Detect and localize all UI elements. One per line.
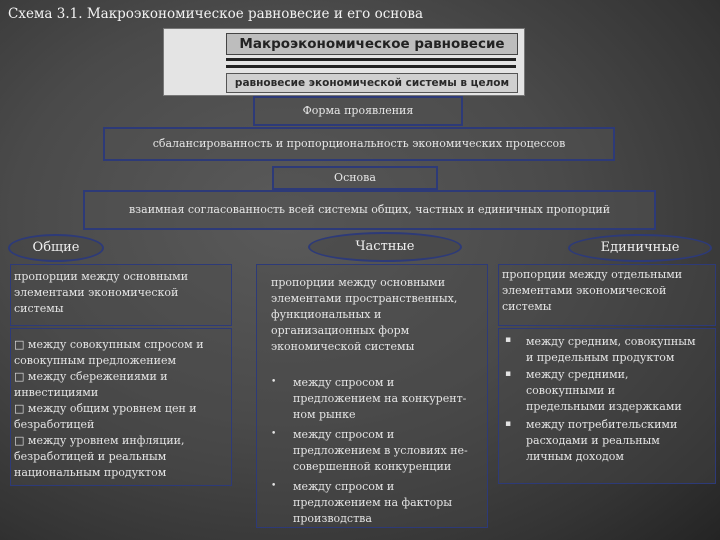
form-label-box: Форма проявления — [253, 96, 463, 126]
bullet-icon: • — [271, 481, 277, 491]
general-item-line: □ между совокупным спросом и — [14, 338, 204, 351]
partial-item-line: между спросом и — [293, 428, 395, 441]
bullet-icon: ▪ — [505, 335, 512, 345]
general-item-line: национальным продуктом — [14, 466, 167, 479]
partial-item-line: между спросом и — [293, 376, 395, 389]
bullet-icon: ▪ — [505, 419, 512, 429]
single-item-line: личным доходом — [526, 450, 624, 463]
basis-label-box: Основа — [272, 166, 438, 190]
title-banner — [163, 28, 525, 96]
general-item-line: □ между сбережениями и — [14, 370, 168, 383]
single-header: Единичные — [568, 234, 712, 262]
partial-item-line: предложением на факторы — [293, 496, 453, 509]
general-desc-line: элементами экономической — [14, 286, 179, 299]
partial-header: Частные — [308, 232, 462, 262]
slide-title: Схема 3.1. Макроэкономическое равновесие и его основа — [8, 6, 424, 22]
partial-desc-line: организационных форм — [271, 324, 410, 337]
general-item-line: безработицей и реальным — [14, 450, 167, 463]
single-item-line: расходами и реальным — [526, 434, 660, 447]
single-item-line: и предельным продуктом — [526, 351, 675, 364]
single-item-line: предельными издержками — [526, 400, 682, 413]
single-item-line: между потребительскими — [526, 418, 678, 431]
general-items-box — [10, 328, 232, 486]
banner-main-label: Макроэкономическое равновесие — [226, 33, 518, 55]
single-desc-line: элементами экономической — [502, 284, 667, 297]
basis-value-box: взаимная согласованность всей системы общих, частных и единичных пропорций — [83, 190, 656, 230]
bullet-icon: • — [271, 377, 277, 387]
general-desc-line: системы — [14, 302, 64, 315]
general-desc-box — [10, 264, 232, 326]
bullet-icon: ▪ — [505, 369, 512, 379]
partial-desc-line: пропорции между основными — [271, 276, 446, 289]
partial-desc-line: функциональных и — [271, 308, 382, 321]
general-item-line: □ между общим уровнем цен и — [14, 402, 197, 415]
single-items-box — [498, 328, 716, 484]
single-desc-box — [498, 264, 716, 326]
single-item-line: между средним, совокупным — [526, 335, 696, 348]
partial-box — [256, 264, 488, 528]
general-header: Общие — [8, 234, 104, 262]
partial-item-line: предложением на конкурент- — [293, 392, 467, 405]
general-item-line: безработицей — [14, 418, 95, 431]
single-desc-line: пропорции между отдельными — [502, 268, 683, 281]
general-item-line: инвестициями — [14, 386, 99, 399]
banner-divider — [226, 65, 516, 68]
partial-item-line: предложением в условиях не- — [293, 444, 468, 457]
banner-divider — [226, 58, 516, 61]
partial-item-line: ном рынке — [293, 408, 356, 421]
form-value-box: сбалансированность и пропорциональность экономических процессов — [103, 127, 615, 161]
partial-item-line: производства — [293, 512, 372, 525]
partial-desc-line: элементами пространственных, — [271, 292, 458, 305]
bullet-icon: • — [271, 429, 277, 439]
single-desc-line: системы — [502, 300, 552, 313]
single-item-line: совокупными и — [526, 384, 616, 397]
general-item-line: □ между уровнем инфляции, — [14, 434, 185, 447]
single-item-line: между средними, — [526, 368, 629, 381]
partial-desc-line: экономической системы — [271, 340, 415, 353]
banner-sub-label: равновесие экономической системы в целом — [226, 73, 518, 93]
general-desc-line: пропорции между основными — [14, 270, 189, 283]
partial-item-line: совершенной конкуренции — [293, 460, 452, 473]
partial-item-line: между спросом и — [293, 480, 395, 493]
general-item-line: совокупным предложением — [14, 354, 177, 367]
